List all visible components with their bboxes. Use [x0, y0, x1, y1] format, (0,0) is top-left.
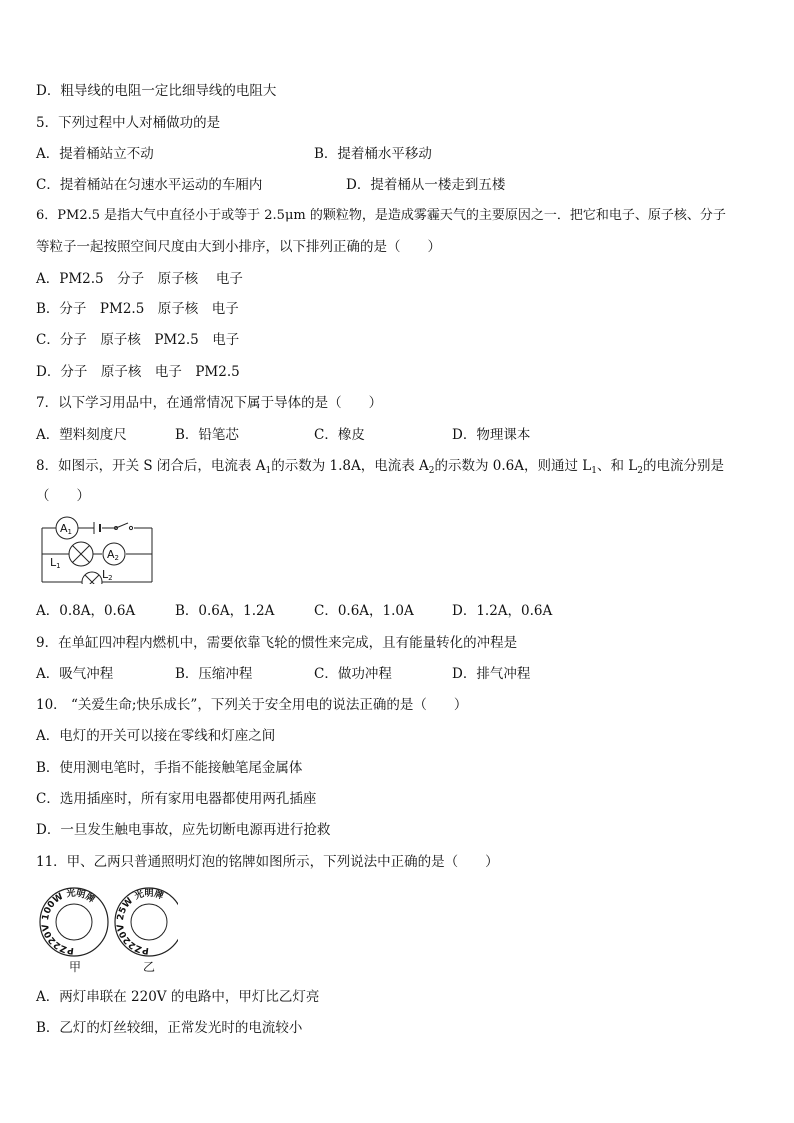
q8-stem-part2: 的示数为 1.8A，电流表 A — [271, 458, 429, 474]
q6-option-b: B．分子 PM2.5 原子核 电子 — [36, 301, 239, 317]
q10-option-c: C．选用插座时，所有家用电器都使用两孔插座 — [36, 791, 317, 807]
q6-stem-line1: 6．PM2.5 是指大气中直径小于或等于 2.5μm 的颗粒物，是造成雾霾天气的主要原因之一．把它和电子、原子核、分子 — [36, 208, 726, 223]
q8-stem-part4: 、和 L — [597, 458, 638, 474]
q5-option-c: C．提着桶站在匀速水平运动的车厢内 — [36, 177, 263, 193]
q8-option-c: C．0.6A，1.0A — [314, 603, 414, 619]
q9-option-a: A．吸气冲程 — [36, 666, 114, 682]
q8-stem-sub3: 1 — [591, 466, 598, 476]
q10-option-b: B．使用测电笔时，手指不能接触笔尾金属体 — [36, 760, 303, 776]
q7-stem: 7．以下学习用品中，在通常情况下属于导体的是（ ） — [36, 395, 383, 411]
q5-option-b: B．提着桶水平移动 — [314, 146, 432, 162]
q5-stem: 5．下列过程中人对桶做功的是 — [36, 115, 221, 131]
q9-option-d: D．排气冲程 — [452, 666, 531, 682]
q8-option-b: B．0.6A，1.2A — [175, 603, 275, 619]
q6-option-c: C．分子 原子核 PM2.5 电子 — [36, 332, 240, 348]
q10-option-d: D．一旦发生触电事故，应先切断电源再进行抢救 — [36, 822, 331, 838]
q8-stem-sub1: 1 — [265, 466, 272, 476]
bulb-yi-label: 乙 — [143, 960, 156, 974]
q5-option-a: A．提着桶站立不动 — [36, 146, 154, 162]
ammeter-a1-label: A1 — [60, 522, 72, 536]
q7-option-c: C．橡皮 — [314, 427, 365, 443]
bulb-jia-rating: PZ220V 100W 光明牌 — [40, 888, 97, 956]
switch-contact — [129, 526, 132, 529]
ammeter-a2-label: A2 — [107, 548, 119, 562]
q11-option-b: B．乙灯的灯丝较细，正常发光时的电流较小 — [36, 1020, 303, 1036]
q8-option-d: D．1.2A，0.6A — [452, 603, 553, 619]
q8-answer-paren: （ ） — [36, 488, 90, 504]
bulb-yi-rating: PZ220V 25W 光明牌 — [115, 888, 165, 956]
q11-option-a: A．两灯串联在 220V 的电路中，甲灯比乙灯亮 — [36, 989, 320, 1005]
q8-option-a: A．0.8A，0.6A — [36, 603, 136, 619]
q9-option-b: B．压缩冲程 — [175, 666, 253, 682]
q7-option-d: D．物理课本 — [452, 427, 531, 443]
q8-stem-sub2: 2 — [428, 466, 435, 476]
q10-stem: 10． “关爱生命;快乐成长”，下列关于安全用电的说法正确的是（ ） — [36, 697, 468, 713]
q9-stem: 9．在单缸四冲程内燃机中，需要依靠飞轮的惯性来完成，且有能量转化的冲程是 — [36, 635, 518, 651]
q8-stem — [36, 457, 724, 480]
q6-stem-line2: 等粒子一起按照空间尺度由大到小排序，以下排列正确的是（ ） — [36, 239, 441, 255]
q6-option-d: D．分子 原子核 电子 PM2.5 — [36, 364, 240, 380]
q7-option-b: B．铅笔芯 — [175, 427, 239, 443]
q8-stem-part3: 的示数为 0.6A，则通过 L — [434, 458, 592, 474]
bulb-jia-label: 甲 — [69, 960, 82, 974]
q8-stem-part5: 的电流分别是 — [643, 458, 725, 474]
q7-option-a: A．塑料刻度尺 — [36, 427, 127, 443]
q8-stem-part1: 8．如图示，开关 S 闭合后，电流表 A — [36, 458, 266, 474]
q6-option-a: A．PM2.5 分子 原子核 电子 — [36, 271, 243, 287]
q8-stem-sub4: 2 — [637, 466, 644, 476]
q4-option-d: D．粗导线的电阻一定比细导线的电阻大 — [36, 83, 277, 99]
lamp-l1-label: L1 — [50, 556, 61, 570]
q10-option-a: A．电灯的开关可以接在零线和灯座之间 — [36, 728, 276, 744]
q11-stem: 11．甲、乙两只普通照明灯泡的铭牌如图所示，下列说法中正确的是（ ） — [36, 854, 499, 870]
q8-circuit-diagram — [38, 512, 156, 584]
q11-bulb-nameplates — [38, 880, 178, 972]
q9-option-c: C．做功冲程 — [314, 666, 392, 682]
q5-option-d: D．提着桶从一楼走到五楼 — [346, 177, 506, 193]
lamp-l2-label: L2 — [102, 568, 113, 582]
